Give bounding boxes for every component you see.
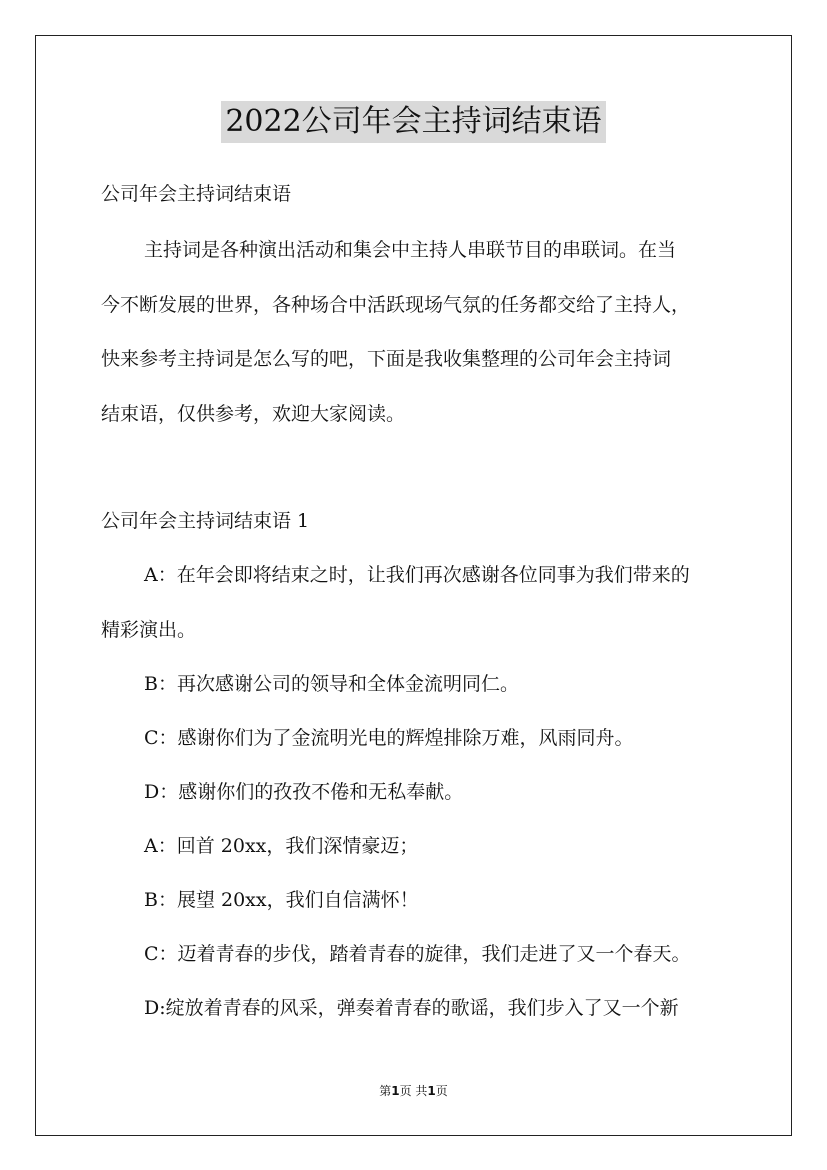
subtitle: 公司年会主持词结束语 <box>101 183 292 205</box>
dialogue-line-5: D：感谢你们的孜孜不倦和无私奉献。 <box>144 781 464 803</box>
footer-suffix: 页 <box>435 1084 448 1098</box>
section-heading-1: 公司年会主持词结束语 1 <box>101 510 310 532</box>
dialogue-line-6: A：回首 20xx，我们深情豪迈； <box>144 835 419 857</box>
intro-line-4: 结束语，仅供参考，欢迎大家阅读。 <box>101 403 406 425</box>
intro-line-3: 快来参考主持词是怎么写的吧，下面是我收集整理的公司年会主持词 <box>101 348 672 370</box>
title-wrap <box>0 101 827 143</box>
dialogue-line-2: 精彩演出。 <box>101 619 197 641</box>
footer-page-total: 1 <box>427 1084 436 1098</box>
footer-prefix: 第 <box>379 1084 392 1098</box>
footer-mid: 页 共 <box>399 1084 428 1098</box>
dialogue-line-4: C：感谢你们为了金流明光电的辉煌排除万难，风雨同舟。 <box>144 727 634 749</box>
footer-page-current: 1 <box>391 1084 400 1098</box>
intro-line-1: 主持词是各种演出活动和集会中主持人串联节目的串联词。在当 <box>144 239 677 261</box>
document-title: 2022公司年会主持词结束语 <box>221 101 605 143</box>
dialogue-line-1: A：在年会即将结束之时，让我们再次感谢各位同事为我们带来的 <box>144 564 690 586</box>
dialogue-line-9: D:绽放着青春的风采，弹奏着青春的歌谣，我们步入了又一个新 <box>144 997 679 1019</box>
dialogue-line-3: B：再次感谢公司的领导和全体金流明同仁。 <box>144 673 519 695</box>
dialogue-line-8: C：迈着青春的步伐，踏着青春的旋律，我们走进了又一个春天。 <box>144 943 691 965</box>
page-footer <box>0 1083 827 1099</box>
intro-line-2: 今不断发展的世界，各种场合中活跃现场气氛的任务都交给了主持人， <box>101 294 691 316</box>
dialogue-line-7: B：展望 20xx，我们自信满怀！ <box>144 889 419 911</box>
